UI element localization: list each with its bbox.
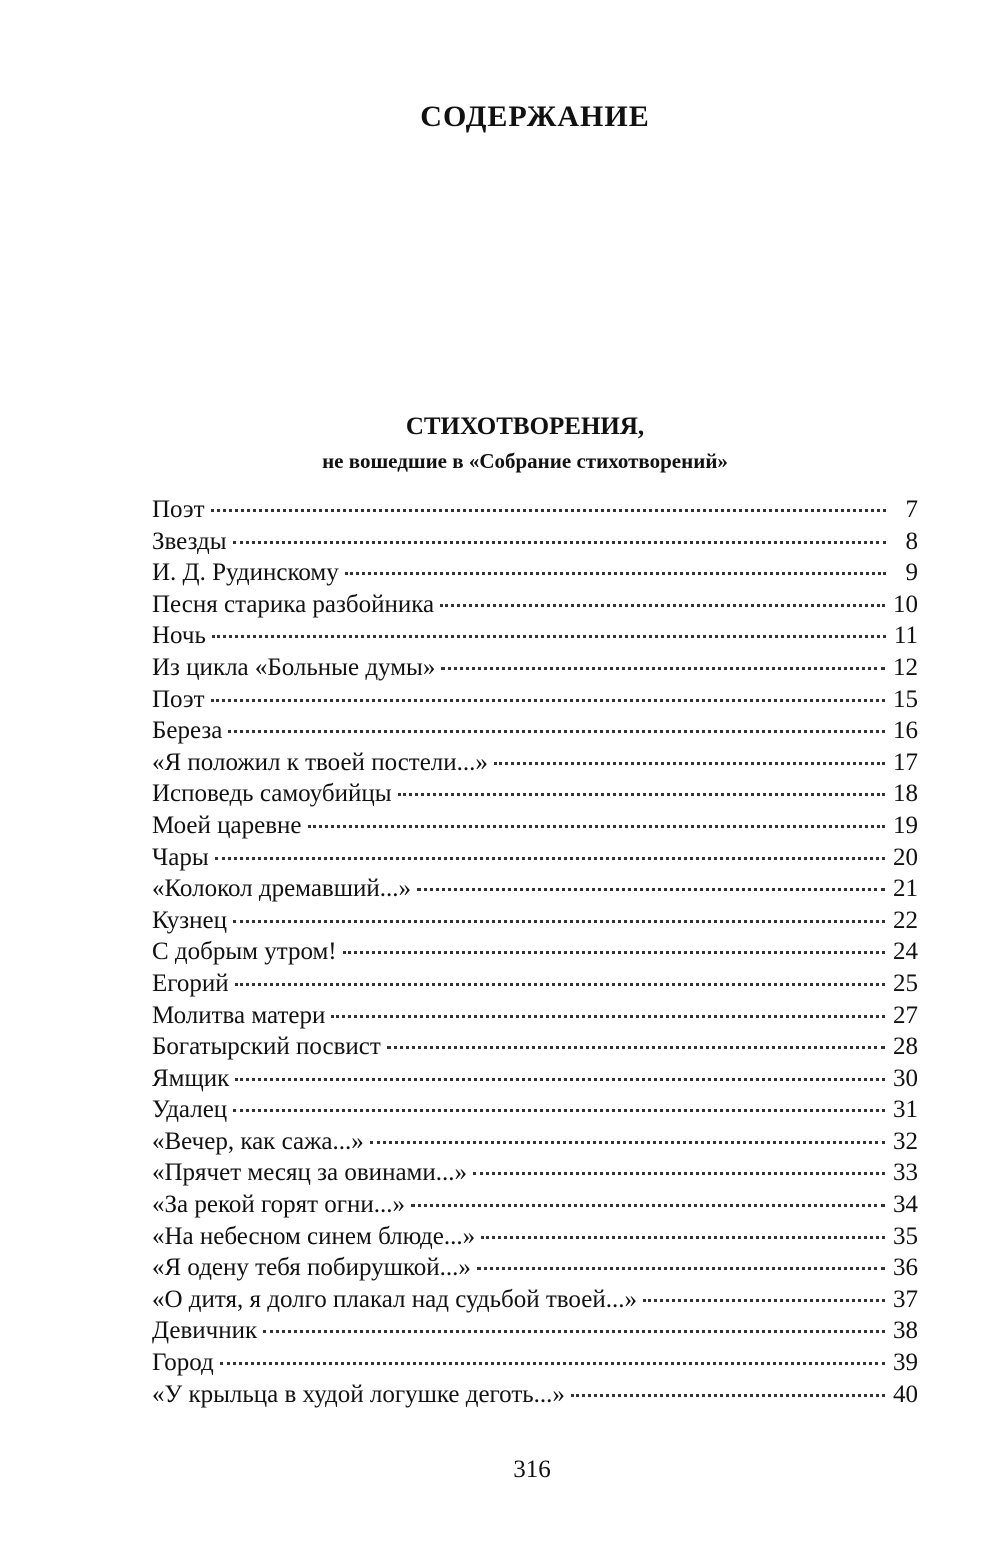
toc-entry[interactable] xyxy=(152,494,918,526)
toc-entry-page: 25 xyxy=(893,969,918,997)
page-number: 316 xyxy=(513,1456,551,1483)
toc-entry-title: Звезды xyxy=(152,527,227,555)
toc-entry-page: 31 xyxy=(893,1096,918,1124)
toc-entry-page: 35 xyxy=(893,1222,918,1250)
toc-leader-dots xyxy=(417,888,885,891)
toc-leader-dots xyxy=(441,667,885,670)
section-subtitle: не вошедшие в «Собрание стихотворений» xyxy=(322,449,728,473)
toc-entry-title: «Колокол дремавший...» xyxy=(152,875,411,903)
toc-entry-page: 18 xyxy=(893,780,918,808)
toc-leader-dots xyxy=(571,1394,885,1397)
toc-entry-title: Исповедь самоубийцы xyxy=(152,780,392,808)
toc-entry[interactable] xyxy=(152,936,918,968)
toc-entry[interactable] xyxy=(152,620,918,652)
toc-entry[interactable] xyxy=(152,1252,918,1284)
toc-entry[interactable] xyxy=(152,905,918,937)
toc-entry-title: Молитва матери xyxy=(152,1001,326,1029)
toc-entry-page: 11 xyxy=(893,622,918,650)
toc-entry[interactable] xyxy=(152,1126,918,1158)
toc-entry-title: Поэт xyxy=(152,496,205,523)
toc-entry-title: Поэт xyxy=(152,685,205,713)
toc-leader-dots xyxy=(263,1330,885,1333)
toc-entry-title: Город xyxy=(152,1349,214,1377)
toc-entry-title: Из цикла «Больные думы» xyxy=(152,653,436,681)
toc-leader-dots xyxy=(235,983,885,986)
toc-entry-title: Чары xyxy=(152,843,209,871)
toc-entry-page: 21 xyxy=(893,875,918,903)
toc-entry-page: 22 xyxy=(893,906,918,934)
toc-leader-dots xyxy=(370,1141,885,1144)
table-of-contents xyxy=(152,494,918,1410)
toc-entry-title: Егорий xyxy=(152,969,229,997)
toc-entry[interactable] xyxy=(152,810,918,842)
toc-entry-page: 32 xyxy=(893,1127,918,1155)
toc-entry-page: 40 xyxy=(893,1380,918,1408)
toc-entry-title: Девичник xyxy=(152,1317,258,1345)
toc-entry-page: 17 xyxy=(893,748,918,776)
toc-entry-page: 7 xyxy=(905,496,918,523)
toc-entry-page: 20 xyxy=(893,843,918,871)
toc-entry[interactable] xyxy=(152,778,918,810)
toc-entry-title: С добрым утром! xyxy=(152,938,337,966)
toc-leader-dots xyxy=(233,1109,885,1112)
toc-entry-page: 34 xyxy=(893,1191,918,1219)
toc-entry-title: И. Д. Рудинскому xyxy=(152,559,339,587)
toc-entry-page: 8 xyxy=(905,527,918,555)
toc-entry-page: 15 xyxy=(893,685,918,713)
toc-entry-page: 37 xyxy=(893,1285,918,1313)
toc-entry[interactable] xyxy=(152,842,918,874)
toc-entry[interactable] xyxy=(152,1063,918,1095)
toc-entry-page: 30 xyxy=(893,1064,918,1092)
toc-entry-page: 39 xyxy=(893,1349,918,1377)
toc-leader-dots xyxy=(411,1204,885,1207)
toc-entry-page: 16 xyxy=(893,717,918,745)
toc-leader-dots xyxy=(211,699,885,702)
toc-leader-dots xyxy=(473,1172,885,1175)
toc-leader-dots xyxy=(343,951,885,954)
toc-entry[interactable] xyxy=(152,557,918,589)
section-title: СТИХОТВОРЕНИЯ, xyxy=(405,413,645,440)
toc-leader-dots xyxy=(345,572,886,575)
toc-entry[interactable] xyxy=(152,1094,918,1126)
toc-entry-page: 24 xyxy=(893,938,918,966)
toc-entry-title: «У крыльца в худой логушке деготь...» xyxy=(152,1380,565,1408)
toc-entry[interactable] xyxy=(152,1031,918,1063)
toc-entry-title: Удалец xyxy=(152,1096,228,1124)
toc-leader-dots xyxy=(220,1362,885,1365)
toc-entry-page: 12 xyxy=(893,653,918,681)
toc-entry[interactable] xyxy=(152,715,918,747)
toc-entry[interactable] xyxy=(152,1347,918,1379)
toc-leader-dots xyxy=(494,762,885,765)
toc-entry[interactable] xyxy=(152,1000,918,1032)
toc-entry-title: Ямщик xyxy=(152,1064,230,1092)
toc-entry[interactable] xyxy=(152,589,918,621)
toc-leader-dots xyxy=(440,604,885,607)
toc-entry[interactable] xyxy=(152,968,918,1000)
toc-entry-page: 28 xyxy=(893,1033,918,1061)
toc-entry-page: 10 xyxy=(893,590,918,618)
toc-leader-dots xyxy=(398,793,885,796)
toc-entry[interactable] xyxy=(152,1157,918,1189)
toc-leader-dots xyxy=(228,730,885,733)
toc-entry-title: «О дитя, я долго плакал над судьбой твоей...» xyxy=(152,1285,637,1313)
toc-entry-title: «Я одену тебя побирушкой...» xyxy=(152,1254,471,1282)
toc-leader-dots xyxy=(643,1299,885,1302)
toc-entry-title: Ночь xyxy=(152,622,206,650)
toc-entry-title: Моей царевне xyxy=(152,811,302,839)
toc-leader-dots xyxy=(235,1078,885,1081)
toc-entry[interactable] xyxy=(152,652,918,684)
toc-entry[interactable] xyxy=(152,1189,918,1221)
toc-entry[interactable] xyxy=(152,526,918,558)
page-title: СОДЕРЖАНИЕ xyxy=(420,100,650,133)
toc-leader-dots xyxy=(481,1236,885,1239)
toc-entry-title: Песня старика разбойника xyxy=(152,590,435,618)
toc-leader-dots xyxy=(211,509,886,512)
toc-entry-page: 33 xyxy=(893,1159,918,1187)
toc-entry-title: Богатырский посвист xyxy=(152,1033,381,1061)
toc-entry-title: Кузнец xyxy=(152,906,228,934)
toc-entry-title: «Я положил к твоей постели...» xyxy=(152,748,488,776)
toc-entry-title: «На небесном синем блюде...» xyxy=(152,1222,476,1250)
toc-entry[interactable] xyxy=(152,1221,918,1253)
toc-entry[interactable] xyxy=(152,1379,918,1411)
toc-leader-dots xyxy=(215,857,885,860)
toc-leader-dots xyxy=(331,1015,885,1018)
toc-entry-page: 19 xyxy=(893,811,918,839)
toc-entry-title: «Прячет месяц за овинами...» xyxy=(152,1159,467,1187)
toc-entry-title: «За рекой горят огни...» xyxy=(152,1191,406,1219)
toc-entry[interactable] xyxy=(152,1284,918,1316)
toc-entry-page: 27 xyxy=(893,1001,918,1029)
toc-entry-page: 38 xyxy=(893,1317,918,1345)
toc-entry-page: 9 xyxy=(905,559,918,587)
toc-entry-title: Береза xyxy=(152,717,223,745)
toc-leader-dots xyxy=(212,635,886,638)
toc-leader-dots xyxy=(387,1046,885,1049)
toc-leader-dots xyxy=(233,541,886,544)
toc-entry-title: «Вечер, как сажа...» xyxy=(152,1127,364,1155)
toc-entry[interactable] xyxy=(152,747,918,779)
toc-leader-dots xyxy=(233,920,885,923)
toc-entry-page: 36 xyxy=(893,1254,918,1282)
toc-entry[interactable] xyxy=(152,1315,918,1347)
toc-leader-dots xyxy=(477,1267,885,1270)
toc-entry[interactable] xyxy=(152,684,918,716)
toc-entry[interactable] xyxy=(152,873,918,905)
toc-leader-dots xyxy=(308,825,886,828)
